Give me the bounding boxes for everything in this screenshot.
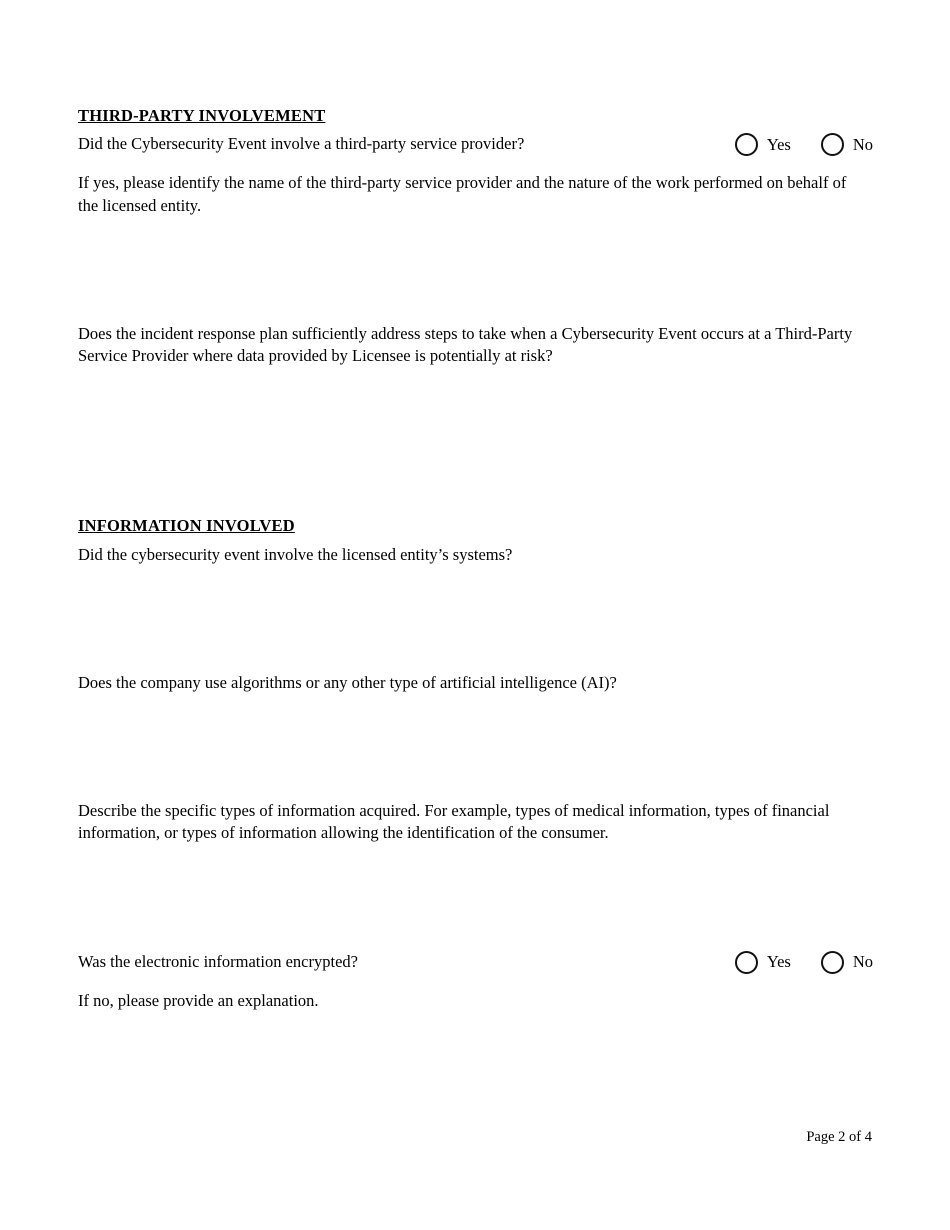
question-text-encryption-explanation: If no, please provide an explanation. xyxy=(78,990,319,1010)
radio-label-yes: Yes xyxy=(766,952,791,972)
radio-option-third-party-involved-yes[interactable] xyxy=(735,133,791,156)
section-heading-information-involved: INFORMATION INVOLVED xyxy=(78,516,295,536)
document-content xyxy=(78,105,873,1074)
answer-field-licensed-entity-systems[interactable] xyxy=(78,566,873,628)
radio-label-no: No xyxy=(852,952,873,972)
spacer xyxy=(78,156,873,172)
question-text-information-types: Describe the specific types of information acquired. For example, types of medical information, types of financial information, or types of information allowing the identification of the consumer. xyxy=(78,801,830,843)
question-text-information-encrypted: Was the electronic information encrypted? xyxy=(78,951,358,971)
spacer xyxy=(78,756,873,800)
radio-label-no: No xyxy=(852,134,873,154)
spacer xyxy=(78,974,873,990)
answer-field-encryption-explanation[interactable] xyxy=(78,1012,873,1074)
radio-group-information-encrypted xyxy=(735,951,873,974)
answer-field-third-party-identify[interactable] xyxy=(78,217,873,279)
question-text-third-party-identify: If yes, please identify the name of the third-party service provider and the nature of the work performed on behalf of the licensed entity. xyxy=(78,173,847,215)
answer-field-incident-response-plan[interactable] xyxy=(78,367,873,429)
spacer xyxy=(78,628,873,672)
page-footer: Page 2 of 4 xyxy=(806,1129,872,1145)
radio-circle-icon[interactable] xyxy=(821,951,844,974)
radio-group-third-party-involved xyxy=(735,133,873,156)
spacer xyxy=(78,279,873,323)
question-text-licensed-entity-systems: Did the cybersecurity event involve the licensed entity’s systems? xyxy=(78,544,513,564)
spacer xyxy=(78,907,873,951)
question-text-ai-algorithms: Does the company use algorithms or any other type of artificial intelligence (AI)? xyxy=(78,672,617,692)
radio-circle-icon[interactable] xyxy=(735,951,758,974)
radio-circle-icon[interactable] xyxy=(735,133,758,156)
question-text-incident-response-plan: Does the incident response plan sufficiently address steps to take when a Cybersecurity Event occurs at a Third-Party Service Provider where data provided by Licensee is potentially at risk? xyxy=(78,323,853,366)
radio-option-information-encrypted-no[interactable] xyxy=(821,951,873,974)
radio-option-third-party-involved-no[interactable] xyxy=(821,133,873,156)
radio-circle-icon[interactable] xyxy=(821,133,844,156)
radio-option-information-encrypted-yes[interactable] xyxy=(735,951,791,974)
section-heading-third-party-involvement: THIRD-PARTY INVOLVEMENT xyxy=(78,106,326,125)
spacer xyxy=(78,429,873,515)
radio-label-yes: Yes xyxy=(766,134,791,154)
question-row-information-encrypted xyxy=(78,951,873,974)
question-text-third-party-involved: Did the Cybersecurity Event involve a third-party service provider? xyxy=(78,134,525,154)
question-row-third-party-involved xyxy=(78,133,873,156)
answer-field-information-types[interactable] xyxy=(78,845,873,907)
answer-field-ai-algorithms[interactable] xyxy=(78,694,873,756)
